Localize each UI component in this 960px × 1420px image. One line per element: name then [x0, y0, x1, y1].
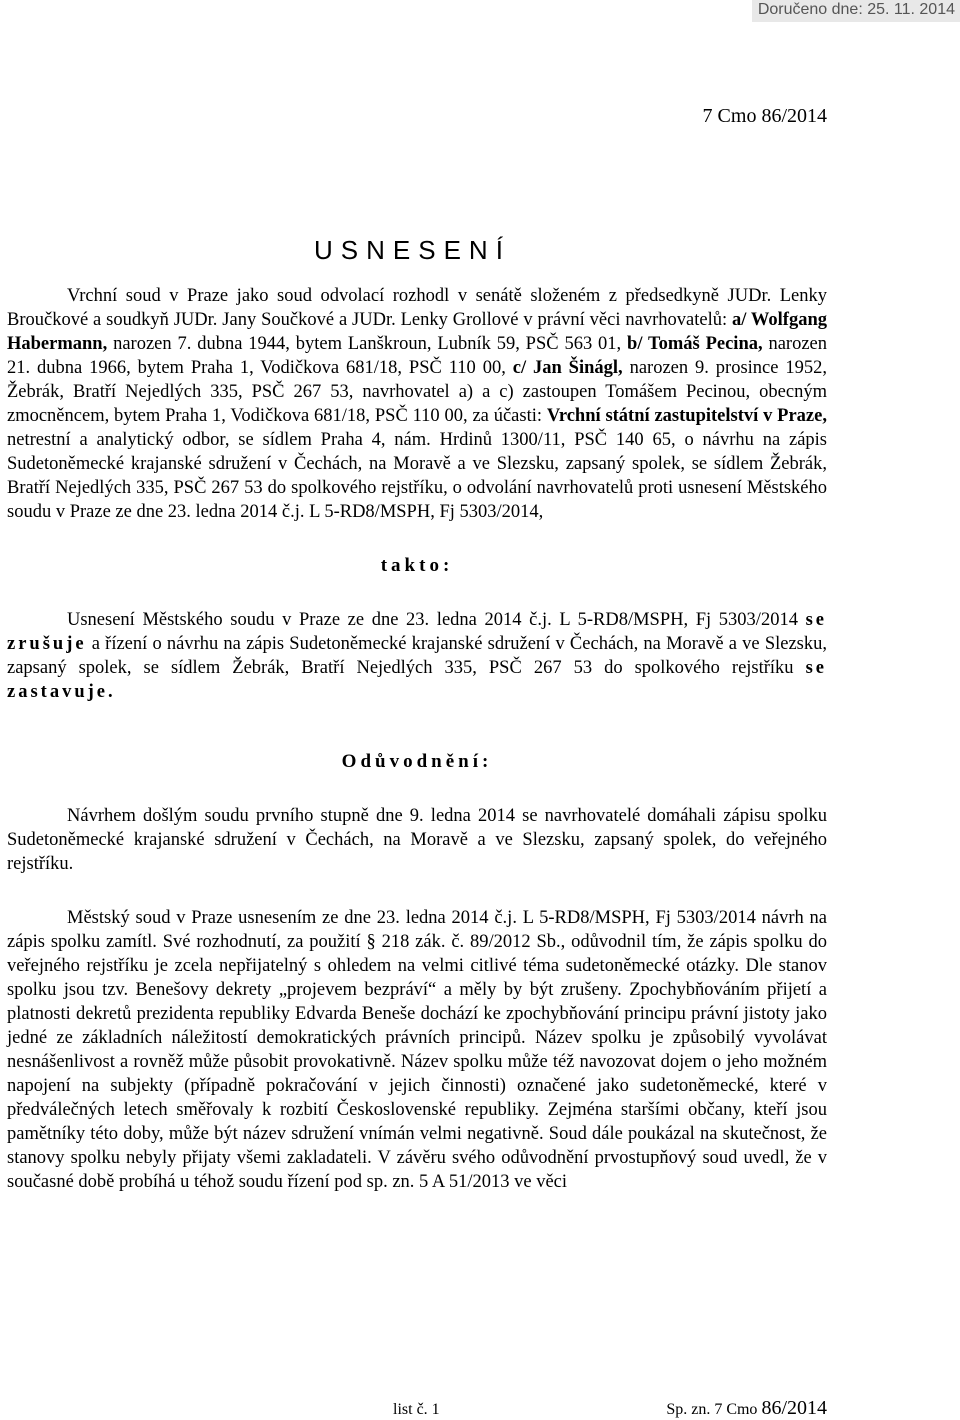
footer-file-prefix: Sp. zn. 7 Cmo	[666, 1401, 762, 1418]
participant-name: Vrchní státní zastupitelství v Praze,	[546, 406, 827, 426]
page-number: list č. 1	[393, 1401, 440, 1418]
verdict-discontinue: se zastavuje.	[7, 658, 827, 702]
verdict-annul: se zrušuje	[7, 610, 827, 654]
document-body	[7, 284, 827, 1194]
delivery-date-stamp: Doručeno dne: 25. 11. 2014	[752, 0, 960, 22]
footer-file-number-value: 86/2014	[761, 1397, 827, 1419]
footer-file-number	[666, 1398, 827, 1420]
intro-text-2: narozen 7. dubna 1944, bytem Lanškroun, Lubník 59, PSČ 563 01,	[107, 334, 628, 354]
reasoning-paragraph-2: Městský soud v Praze usnesením ze dne 23. ledna 2014 č.j. L 5-RD8/MSPH, Fj 5303/2014 návrh na zápis spolku zamítl. Své rozhodnutí, za použití § 218 zák. č. 89/2012 Sb., odůvodnil tím, že zápis spolku do veřejného rejstříku je zcela nepřijatelný s ohledem na velmi citlivé téma sudetoněmecké otázky. Dle stanov spolku jsou tzv. Benešovy dekrety „projevem bezpráví“ a měly by být zrušeny. Zpochybňováním přijetí a platnosti dekretů prezidenta republiky Edvarda Beneše dochází ke zpochybňování principu právní jistoty jako jedné ze základních náležitostí demokratických právních principů. Název spolku je způsobilý vyvolávat nesnášenlivost a rovněž může působit provokativně. Název spolku může též navozovat dojem o jeho možném napojení na subjekty (případně pokračování v jejich činnosti) označené jako sudetoněmecké, které v předválečných letech směřovaly k rozbití Československé republiky. Zejména staršími občany, kteří jsou pamětníky této doby, může být název sdružení vnímán velmi negativně. Soud dále poukázal na skutečnost, že stanovy spolku nebyly přijaty všemi zakladateli. V závěru svého odůvodnění prvostupňový soud uvedl, že v současné době probíhá u téhož soudu řízení pod sp. zn. 5 A 51/2013 ve věci	[7, 908, 827, 1192]
intro-paragraph	[7, 284, 827, 524]
file-number: 7 Cmo 86/2014	[702, 105, 827, 127]
intro-text-1: Vrchní soud v Praze jako soud odvolací rozhodl v senátě složeném z předsedkyně JUDr. Lenky Broučkové a soudkyň JUDr. Jany Součkové a JUDr. Lenky Grollové v právní věci navrhovatelů:	[7, 286, 827, 330]
party-c-name: c/ Jan Šinágl,	[512, 358, 623, 378]
intro-text-5: netrestní a analytický odbor, se sídlem Praha 4, nám. Hrdinů 1300/11, PSČ 140 65, o návrhu na zápis Sudetoněmecké krajanské sdružení v Čechách, na Moravě a ve Slezsku, zapsaný spolek, se sídlem Žebrák, Bratří Nejedlých 335, PSČ 267 53 do spolkového rejstříku, o odvolání navrhovatelů proti usnesení Městského soudu v Praze ze dne 23. ledna 2014 č.j. L 5-RD8/MSPH, Fj 5303/2014,	[7, 430, 827, 522]
document-title: USNESENÍ	[314, 235, 511, 265]
intro-text-3: narozen 21. dubna 1966, bytem Praha 1, Vodičkova 681/18, PSČ 110 00,	[7, 334, 828, 378]
verdict-paragraph	[7, 608, 827, 704]
verdict-text-1: Usnesení Městského soudu v Praze ze dne 23. ledna 2014 č.j. L 5-RD8/MSPH, Fj 5303/2014	[67, 610, 806, 630]
takto-heading: takto:	[380, 555, 454, 576]
verdict-text-2: a řízení o návrhu na zápis Sudetoněmecké krajanské sdružení v Čechách, na Moravě a ve Slezsku, zapsaný spolek, se sídlem Žebrák, Bratří Nejedlých 335, PSČ 267 53 do spolkového rejstříku	[7, 634, 827, 678]
reasoning-heading: Odůvodnění:	[341, 751, 493, 772]
party-a-name: a/ Wolfgang Habermann,	[7, 310, 827, 354]
party-b-name: b/ Tomáš Pecina,	[627, 334, 763, 354]
reasoning-paragraph-1: Návrhem došlým soudu prvního stupně dne 9. ledna 2014 se navrhovatelé domáhali zápisu spolku Sudetoněmecké krajanské sdružení v Čechách, na Moravě a ve Slezsku, zapsaný spolek, do veřejného rejstříku.	[7, 806, 827, 874]
intro-text-4: narozen 9. prosince 1952, Žebrák, Bratří Nejedlých 335, PSČ 267 53, navrhovatel a) a c) zastoupen Tomášem Pecinou, obecným zmocněncem, bytem Praha 1, Vodičkova 681/18, PSČ 110 00, za účasti:	[7, 358, 828, 426]
